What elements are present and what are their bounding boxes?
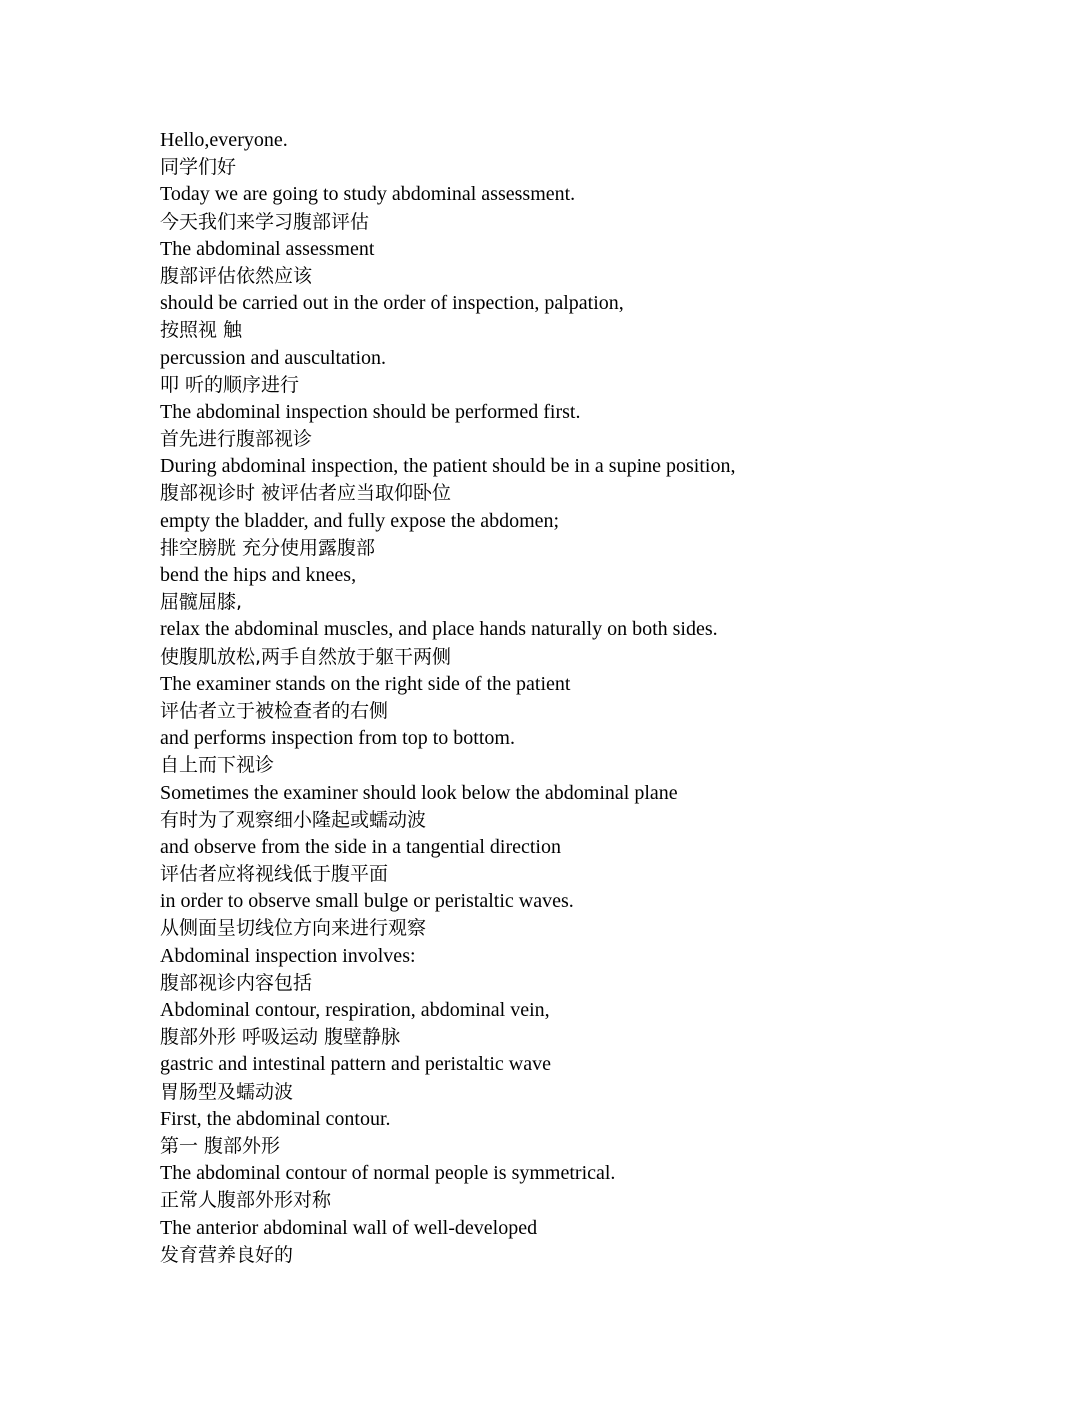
chinese-translation-line: 第一 腹部外形 [160,1134,281,1157]
english-transcript-line: relax the abdominal muscles, and place hands naturally on both sides. [160,618,718,641]
english-transcript-line: in order to observe small bulge or peristaltic waves. [160,890,574,913]
chinese-translation-line: 腹部外形 呼吸运动 腹壁静脉 [160,1026,401,1049]
english-transcript-line: First, the abdominal contour. [160,1107,391,1130]
english-transcript-line: The abdominal contour of normal people is symmetrical. [160,1162,616,1185]
english-transcript-line: Abdominal inspection involves: [160,944,416,967]
english-transcript-line: The abdominal assessment [160,237,375,260]
english-transcript-line: The abdominal inspection should be performed first. [160,400,581,423]
chinese-translation-line: 使腹肌放松,两手自然放于躯干两侧 [160,645,452,668]
chinese-translation-line: 胃肠型及蠕动波 [160,1080,294,1103]
chinese-translation-line: 首先进行腹部视诊 [160,428,313,451]
chinese-translation-line: 从侧面呈切线位方向来进行观察 [160,917,427,940]
english-transcript-line: bend the hips and knees, [160,564,357,586]
chinese-translation-line: 有时为了观察细小隆起或蠕动波 [160,808,427,831]
english-transcript-line: Today we are going to study abdominal assessment. [160,183,576,206]
chinese-translation-line: 正常人腹部外形对称 [160,1189,332,1212]
chinese-translation-line: 自上而下视诊 [160,754,275,777]
english-transcript-line: Sometimes the examiner should look below the abdominal plane [160,781,678,804]
english-transcript-line: should be carried out in the order of inspection, palpation, [160,292,624,315]
chinese-translation-line: 按照视 触 [160,319,243,342]
english-transcript-line: The examiner stands on the right side of the patient [160,672,571,695]
english-transcript-line: gastric and intestinal pattern and peristaltic wave [160,1053,551,1076]
chinese-translation-line: 屈髋屈膝, [160,591,243,614]
english-transcript-line: and performs inspection from top to bottom. [160,727,515,750]
english-transcript-line: Hello,everyone. [160,129,288,151]
chinese-translation-line: 评估者应将视线低于腹平面 [160,863,389,886]
chinese-translation-line: 腹部视诊时 被评估者应当取仰卧位 [160,482,452,505]
document-body [160,127,1020,1269]
english-transcript-line: percussion and auscultation. [160,346,387,369]
chinese-translation-line: 叩 听的顺序进行 [160,373,300,396]
english-transcript-line: During abdominal inspection, the patient should be in a supine position, [160,455,736,478]
english-transcript-line: empty the bladder, and fully expose the abdomen; [160,509,560,532]
chinese-translation-line: 腹部视诊内容包括 [160,971,313,994]
english-transcript-line: Abdominal contour, respiration, abdominal vein, [160,999,550,1021]
chinese-translation-line: 今天我们来学习腹部评估 [160,210,370,233]
chinese-translation-line: 排空膀胱 充分使用露腹部 [160,536,376,559]
english-transcript-line: The anterior abdominal wall of well-developed [160,1216,538,1239]
english-transcript-line: and observe from the side in a tangential direction [160,835,561,858]
chinese-translation-line: 评估者立于被检查者的右侧 [160,699,389,722]
chinese-translation-line: 同学们好 [160,156,237,179]
chinese-translation-line: 腹部评估依然应该 [160,264,313,287]
chinese-translation-line: 发育营养良好的 [160,1243,294,1266]
